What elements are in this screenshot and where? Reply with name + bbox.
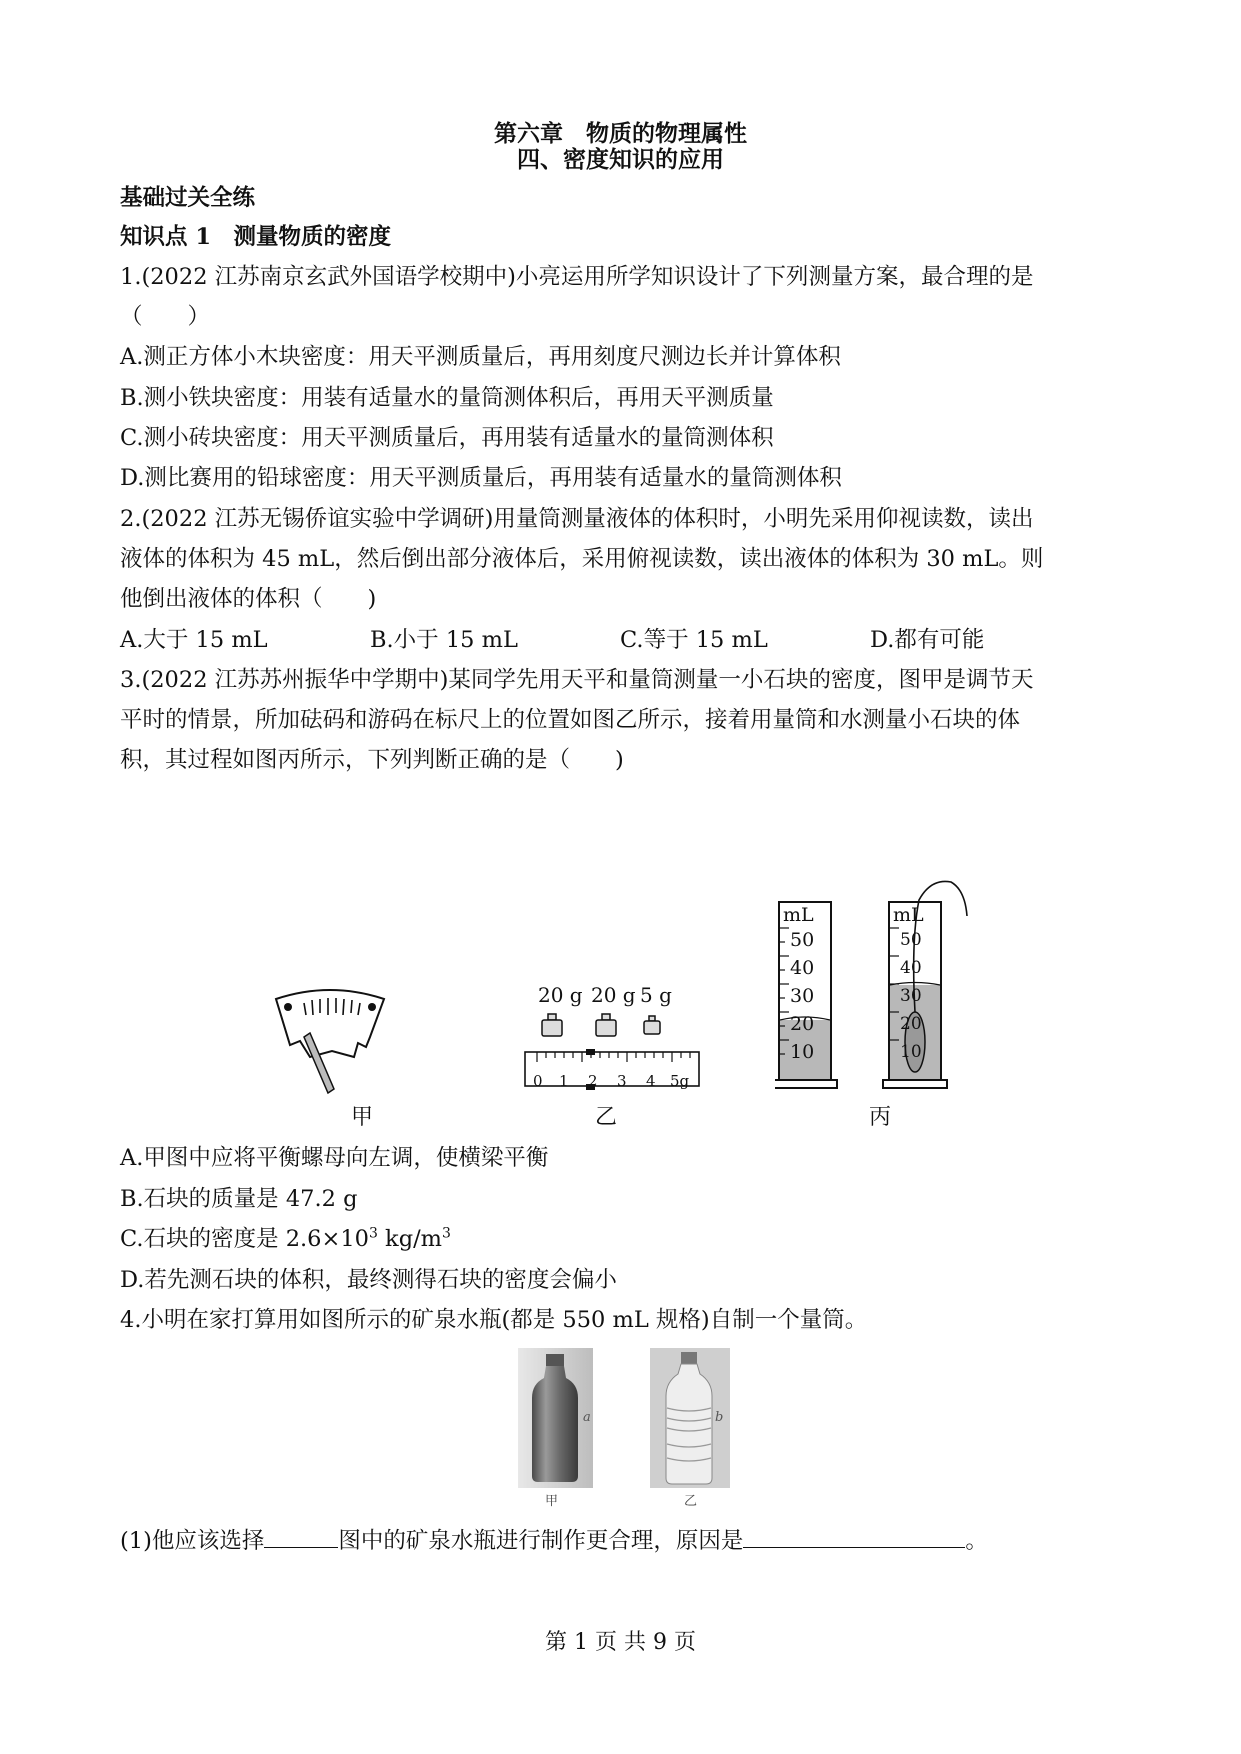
left-tick-10: 10	[790, 1041, 815, 1063]
q1-option-a: A.测正方体小木块密度：用天平测质量后，再用刻度尺测边长并计算体积	[120, 344, 841, 370]
figure-label-yi: 乙	[594, 1105, 617, 1130]
q4-sub1-part2: 图中的矿泉水瓶进行制作更合理，原因是	[338, 1528, 744, 1554]
q4-sub1-part1: (1)他应该选择	[120, 1528, 265, 1554]
right-tick-10: 10	[900, 1042, 922, 1062]
bottle-caption-yi: 乙	[684, 1494, 698, 1509]
q1-option-c: C.测小砖块密度：用天平测质量后，再用装有适量水的量筒测体积	[120, 425, 774, 451]
bottle-photo-jia	[518, 1348, 593, 1488]
page-footer: 第 1 页 共 9 页	[545, 1630, 696, 1655]
q3-option-c-exponent: 3	[368, 1225, 378, 1242]
q1-stem-line1: 1.(2022 江苏南京玄武外国语学校期中)小亮运用所学知识设计了下列测量方案，最合理的是	[120, 264, 1034, 290]
left-tick-30: 30	[790, 985, 815, 1007]
balance-scale-figure	[270, 985, 390, 1100]
right-cylinder-unit: mL	[893, 904, 924, 926]
answer-blank-1[interactable]	[264, 1525, 338, 1548]
bottle-letter-a: a	[583, 1410, 591, 1425]
q2-option-d: D.都有可能	[870, 627, 985, 653]
q2-stem-line1: 2.(2022 江苏无锡侨谊实验中学调研)用量筒测量液体的体积时，小明先采用仰视读数，读出	[120, 506, 1034, 532]
figure-label-jia: 甲	[350, 1105, 373, 1130]
q2-stem-line3: 他倒出液体的体积（ )	[120, 586, 377, 612]
q4-sub1	[120, 1525, 988, 1556]
section-heading: 基础过关全练	[120, 185, 256, 211]
q3-option-c-unit: kg/m	[377, 1226, 443, 1252]
right-tick-50: 50	[900, 930, 922, 950]
q3-option-c-unit-exponent: 3	[442, 1225, 451, 1242]
q3-stem-line1: 3.(2022 江苏苏州振华中学期中)某同学先用天平和量筒测量一小石块的密度，图甲是调节天	[120, 667, 1034, 693]
left-tick-50: 50	[790, 929, 815, 951]
q1-option-d: D.测比赛用的铅球密度：用天平测质量后，再用装有适量水的量筒测体积	[120, 465, 842, 491]
q2-stem-line2: 液体的体积为 45 mL，然后倒出部分液体后，采用俯视读数，读出液体的体积为 30 mL。则	[120, 546, 1044, 572]
q4-stem: 4.小明在家打算用如图所示的矿泉水瓶(都是 550 mL 规格)自制一个量筒。	[120, 1307, 868, 1333]
left-cylinder-scale	[790, 926, 814, 1066]
chapter-title: 第六章 物质的物理属性	[494, 120, 747, 147]
right-tick-20: 20	[900, 1014, 922, 1034]
q3-option-c-prefix: C.石块的密度是 2.6×10	[120, 1226, 369, 1252]
left-tick-40: 40	[790, 957, 815, 979]
ruler-tick-4: 4	[646, 1072, 656, 1090]
q3-option-d: D.若先测石块的体积，最终测得石块的密度会偏小	[120, 1267, 617, 1293]
answer-blank-2[interactable]	[743, 1525, 965, 1548]
q2-option-a: A.大于 15 mL	[120, 627, 268, 653]
left-tick-20: 20	[790, 1013, 815, 1035]
figure-label-bing: 丙	[868, 1105, 891, 1130]
bottle-caption-jia: 甲	[545, 1494, 559, 1509]
weight-label-3: 5 g	[640, 983, 672, 1007]
bottle-letter-b: b	[715, 1410, 724, 1425]
weight-label-1: 20 g	[538, 983, 583, 1007]
weight-label-2: 20 g	[591, 983, 636, 1007]
right-cylinder-scale	[900, 926, 922, 1066]
knowledge-point-heading: 知识点 1 测量物质的密度	[120, 224, 391, 250]
ruler-tick-1: 1	[559, 1072, 569, 1090]
q3-option-b: B.石块的质量是 47.2 g	[120, 1186, 358, 1212]
q1-stem-line2: （ ）	[120, 304, 211, 330]
right-tick-40: 40	[900, 958, 922, 978]
q2-option-b: B.小于 15 mL	[370, 627, 518, 653]
q2-option-c: C.等于 15 mL	[620, 627, 768, 653]
ruler-tick-2: 2	[588, 1072, 598, 1090]
ruler-tick-0: 0	[533, 1072, 543, 1090]
q3-stem-line3: 积，其过程如图丙所示，下列判断正确的是（ )	[120, 747, 624, 773]
q4-sub1-part3: 。	[965, 1528, 988, 1554]
section-title: 四、密度知识的应用	[517, 146, 724, 173]
left-cylinder-unit: mL	[783, 904, 814, 926]
right-tick-30: 30	[900, 986, 922, 1006]
q3-stem-line2: 平时的情景，所加砝码和游码在标尺上的位置如图乙所示，接着用量筒和水测量小石块的体	[120, 707, 1021, 733]
q3-option-c	[120, 1224, 451, 1254]
q1-option-b: B.测小铁块密度：用装有适量水的量筒测体积后，再用天平测质量	[120, 385, 774, 411]
ruler-tick-5: 5g	[670, 1072, 690, 1090]
q3-option-a: A.甲图中应将平衡螺母向左调，使横梁平衡	[120, 1145, 549, 1171]
ruler-tick-3: 3	[617, 1072, 627, 1090]
